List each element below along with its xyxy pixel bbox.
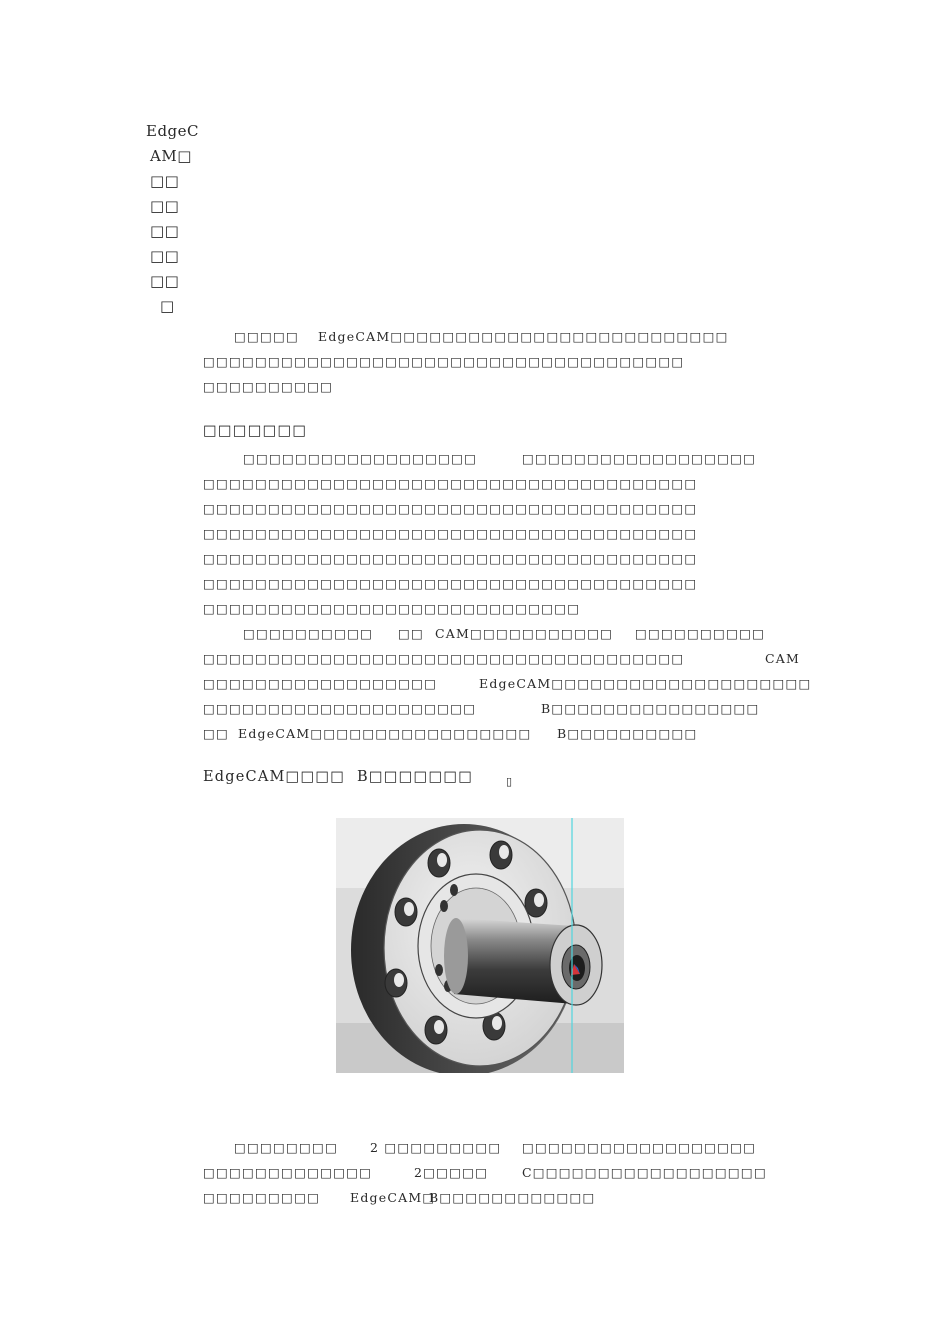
para2-line-1d: □□□□□□□□□□ [635,626,766,641]
intro-line-3: □□□□□□□□□□ [203,379,334,394]
para3-line-1a: □□□□□□□□ [234,1140,339,1155]
title-fragment-2: AM□ [150,147,192,165]
title-fragment-1: EdgeC [146,122,200,140]
para3-line-1c: □□□□□□□□□□□□□□□□□□ [522,1140,757,1155]
intro-line-2: □□□□□□□□□□□□□□□□□□□□□□□□□□□□□□□□□□□□□ [203,354,685,369]
para1-line-6: □□□□□□□□□□□□□□□□□□□□□□□□□□□□□□□□□□□□□□ [203,576,698,591]
para3-line-3a: □□□□□□□□□ [203,1190,321,1205]
section-heading-2b: B□□□□□□□ [357,769,474,785]
para1-line-5: □□□□□□□□□□□□□□□□□□□□□□□□□□□□□□□□□□□□□□ [203,551,698,566]
para2-line-3a: □□□□□□□□□□□□□□□□□□ [203,676,438,691]
para1-line-1a: □□□□□□□□□□□□□□□□□□ [243,451,478,466]
title-fragment-5: □□ [150,222,180,240]
para2-line-1a: □□□□□□□□□□ [243,626,374,641]
title-fragment-7: □□ [150,272,180,290]
para3-line-2a: □□□□□□□□□□□□□ [203,1165,373,1180]
para1-line-4: □□□□□□□□□□□□□□□□□□□□□□□□□□□□□□□□□□□□□□ [203,526,698,541]
para1-line-3: □□□□□□□□□□□□□□□□□□□□□□□□□□□□□□□□□□□□□□ [203,501,698,516]
para2-line-5c: B□□□□□□□□□□ [557,726,698,741]
para2-line-1b: □□ [398,626,425,641]
para3-line-1b: 2 □□□□□□□□□ [370,1140,502,1155]
title-fragment-4: □□ [150,197,180,215]
title-fragment-3: □□ [150,172,180,190]
intro-line-1a: □□□□□ [234,329,300,344]
section-heading-2-mark: ▯ [506,775,514,788]
title-fragment-6: □□ [150,247,180,265]
para2-line-4a: □□□□□□□□□□□□□□□□□□□□□ [203,701,477,716]
para2-line-2a: □□□□□□□□□□□□□□□□□□□□□□□□□□□□□□□□□□□□□ [203,651,685,666]
para1-line-2: □□□□□□□□□□□□□□□□□□□□□□□□□□□□□□□□□□□□□□ [203,476,698,491]
para3-line-2b: 2□□□□□ [414,1165,489,1180]
para1-line-1b: □□□□□□□□□□□□□□□□□□ [522,451,757,466]
flange-part-image [336,818,624,1073]
para2-line-5b: EdgeCAM□□□□□□□□□□□□□□□□□ [238,726,532,741]
para1-line-7: □□□□□□□□□□□□□□□□□□□□□□□□□□□□□ [203,601,581,616]
intro-line-1b: EdgeCAM□□□□□□□□□□□□□□□□□□□□□□□□□□ [318,329,729,344]
para3-line-3b: EdgeCAM□ [350,1190,436,1205]
section-heading-2a: EdgeCAM□□□□ [203,769,346,785]
title-fragment-8: □ [160,297,175,315]
para2-line-1c: CAM□□□□□□□□□□□ [435,626,614,641]
para3-line-2c: C□□□□□□□□□□□□□□□□□□ [522,1165,767,1180]
section-heading-1: □□□□□□□ [203,423,308,439]
para3-line-3c: B□□□□□□□□□□□□ [429,1190,596,1205]
para2-line-2b: CAM [765,651,800,666]
para2-line-5a: □□ [203,726,230,741]
para2-line-3b: EdgeCAM□□□□□□□□□□□□□□□□□□□□ [479,676,812,691]
para2-line-4b: B□□□□□□□□□□□□□□□□ [541,701,760,716]
